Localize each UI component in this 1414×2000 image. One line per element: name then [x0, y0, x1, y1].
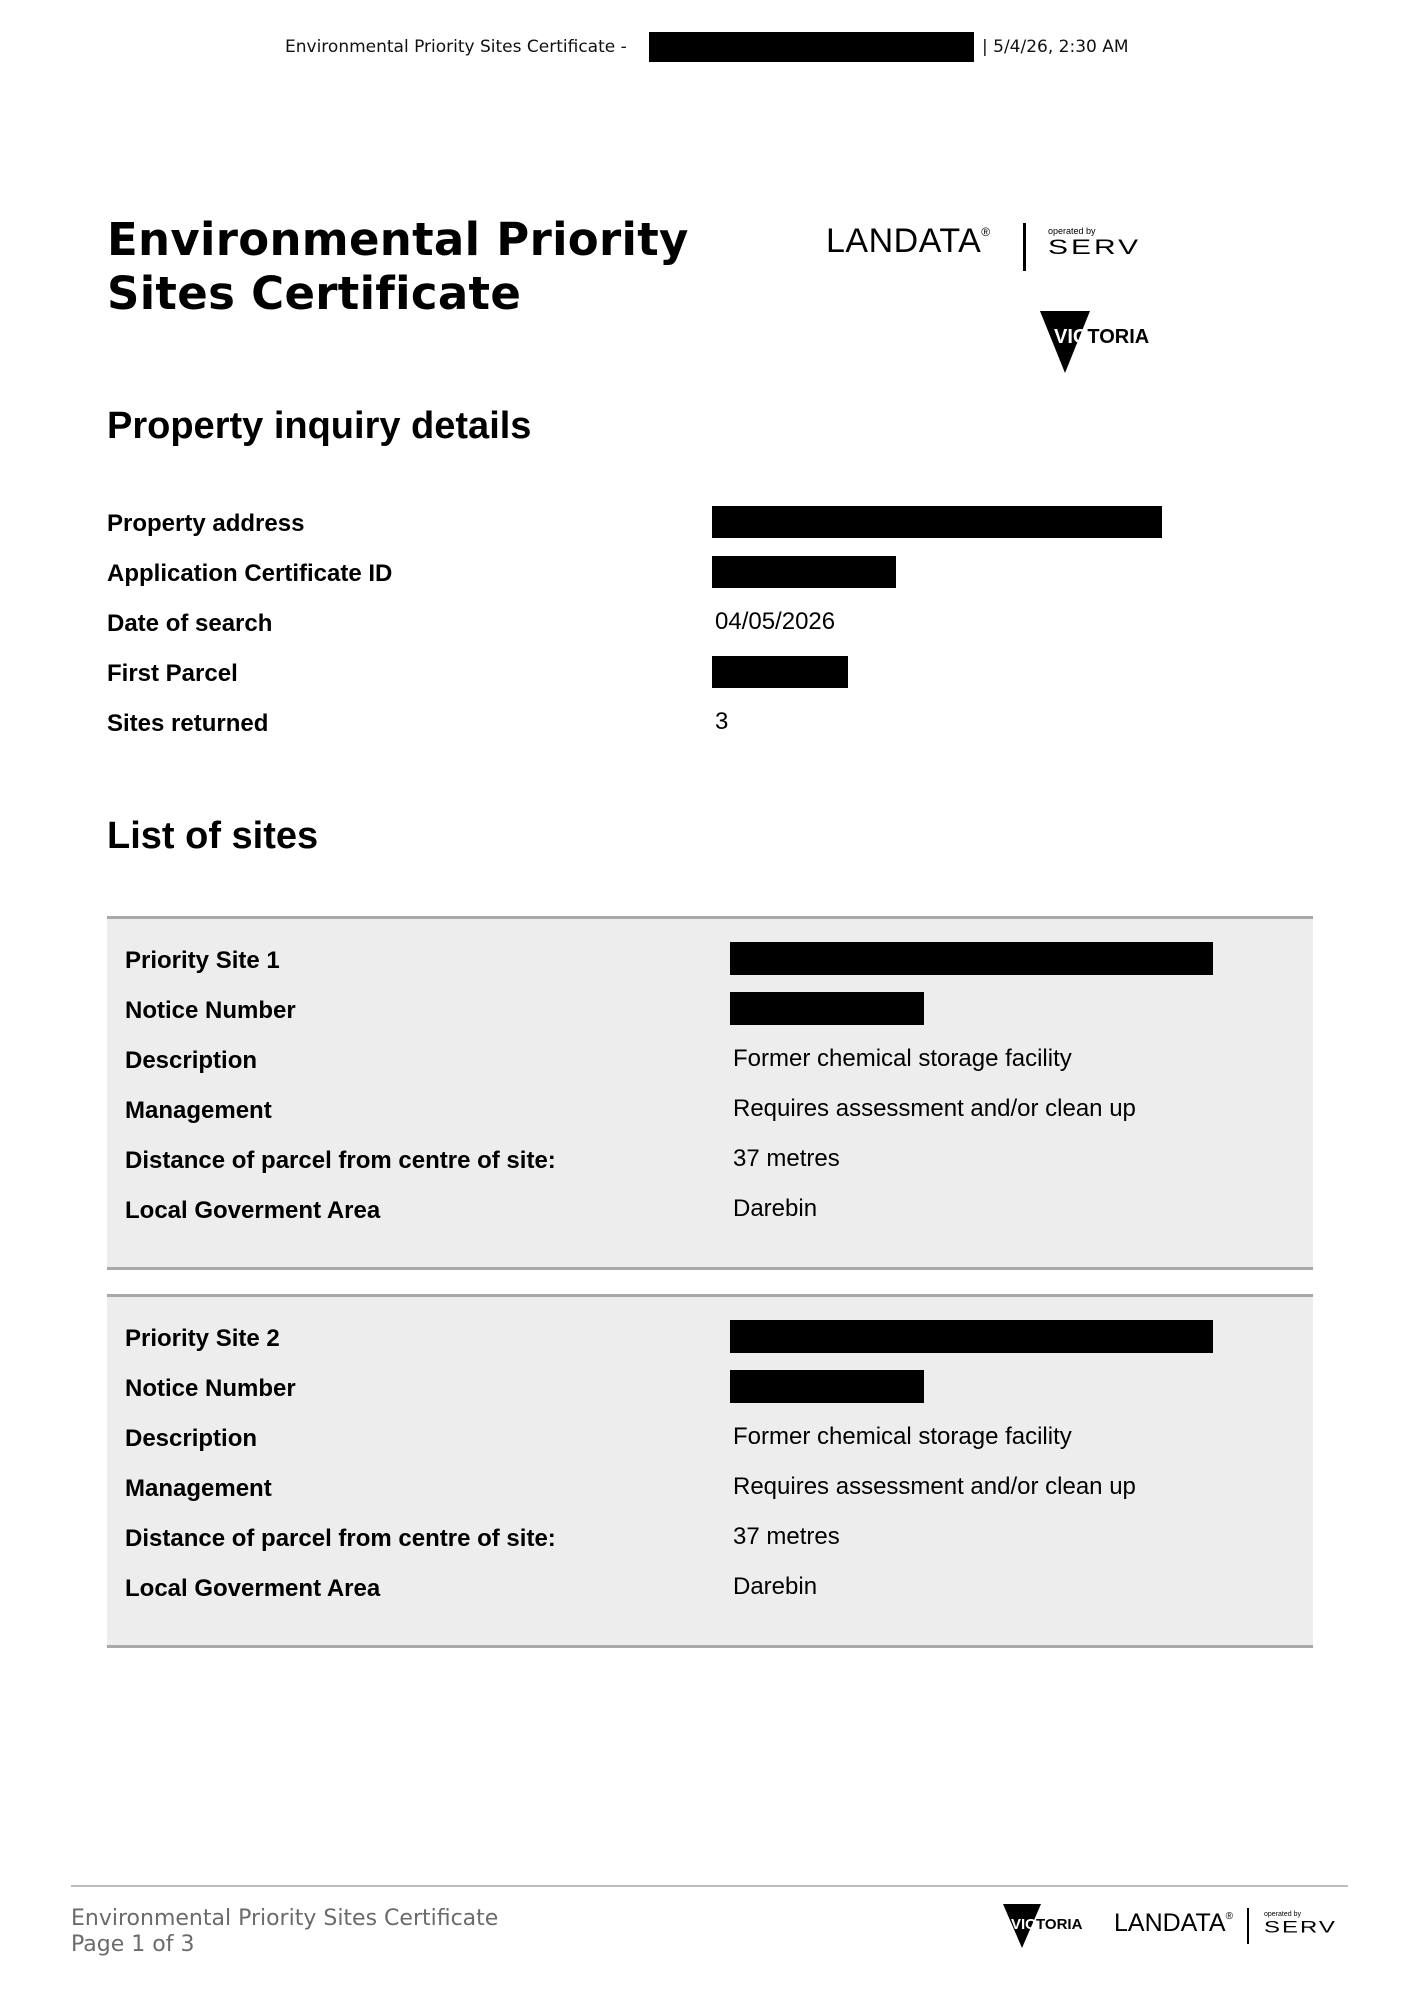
list-of-sites-heading: List of sites	[107, 815, 319, 857]
victoria-logo	[1040, 311, 1160, 375]
footer-logo-divider	[1247, 1908, 1249, 1944]
page-title	[107, 213, 689, 321]
date-of-search-label: Date of search	[107, 610, 273, 637]
notice-number-label: Notice Number	[125, 1375, 296, 1402]
running-header	[0, 36, 1414, 66]
running-header-title: Environmental Priority Sites Certificate -	[285, 37, 627, 57]
page-title-line2: Sites Certificate	[107, 267, 522, 320]
distance-label: Distance of parcel from centre of site:	[125, 1147, 556, 1174]
landata-logo	[826, 222, 991, 261]
description-label: Description	[125, 1425, 258, 1452]
description-value: Former chemical storage facility	[733, 1045, 1072, 1072]
management-value: Requires assessment and/or clean up	[733, 1473, 1136, 1500]
distance-label: Distance of parcel from centre of site:	[125, 1525, 556, 1552]
sites-returned-value: 3	[715, 708, 729, 735]
victoria-wordmark: VICTORIA	[1054, 326, 1150, 348]
priority-site-label: Priority Site 2	[125, 1325, 280, 1352]
first-parcel-label: First Parcel	[107, 660, 238, 687]
lga-label: Local Goverment Area	[125, 1197, 381, 1224]
footer-serv-wordmark: SERV	[1264, 1918, 1337, 1937]
footer-victoria-logo	[1003, 1904, 1083, 1950]
landata-wordmark: LANDATA®	[826, 222, 991, 260]
priority-site-value-redacted	[730, 1320, 1213, 1353]
first-parcel-value-redacted	[712, 656, 848, 688]
footer-page-number: Page 1 of 3	[71, 1932, 195, 1957]
description-label: Description	[125, 1047, 258, 1074]
serv-wordmark: SERV	[1048, 236, 1142, 260]
footer-victoria-wordmark-rest: TORIA	[1036, 1916, 1083, 1933]
logo-divider	[1023, 223, 1026, 271]
serv-logo	[1048, 226, 1141, 270]
footer-serv-logo	[1264, 1911, 1337, 1946]
priority-site-value-redacted	[730, 942, 1213, 975]
lga-value: Darebin	[733, 1573, 818, 1600]
notice-number-label: Notice Number	[125, 997, 296, 1024]
redacted-address-header	[649, 32, 974, 62]
notice-number-value-redacted	[730, 1370, 924, 1403]
footer-victoria-wordmark: VICTORIA	[1011, 1916, 1083, 1933]
property-address-label: Property address	[107, 510, 305, 537]
footer-landata-logo: LANDATA®	[1114, 1909, 1233, 1937]
management-value: Requires assessment and/or clean up	[733, 1095, 1136, 1122]
property-address-value-redacted	[712, 506, 1162, 538]
date-of-search-value: 04/05/2026	[715, 608, 836, 635]
lga-value: Darebin	[733, 1195, 818, 1222]
distance-value: 37 metres	[733, 1145, 840, 1172]
running-header-timestamp: | 5/4/26, 2:30 AM	[982, 37, 1129, 57]
certificate-id-label: Application Certificate ID	[107, 560, 393, 587]
lga-label: Local Goverment Area	[125, 1575, 381, 1602]
serv-operated-by: operated by	[1048, 226, 1096, 236]
priority-site-label: Priority Site 1	[125, 947, 280, 974]
footer-title: Environmental Priority Sites Certificate	[71, 1906, 499, 1931]
footer-divider	[71, 1885, 1348, 1887]
footer-serv-operated-by: operated by	[1264, 1911, 1301, 1918]
sites-returned-label: Sites returned	[107, 710, 269, 737]
management-label: Management	[125, 1097, 272, 1124]
victoria-wordmark-rest: TORIA	[1087, 326, 1150, 348]
management-label: Management	[125, 1475, 272, 1502]
distance-value: 37 metres	[733, 1523, 840, 1550]
property-inquiry-heading: Property inquiry details	[107, 405, 532, 447]
page-title-line1: Environmental Priority	[107, 213, 689, 266]
description-value: Former chemical storage facility	[733, 1423, 1072, 1450]
notice-number-value-redacted	[730, 992, 924, 1025]
certificate-id-value-redacted	[712, 556, 896, 588]
